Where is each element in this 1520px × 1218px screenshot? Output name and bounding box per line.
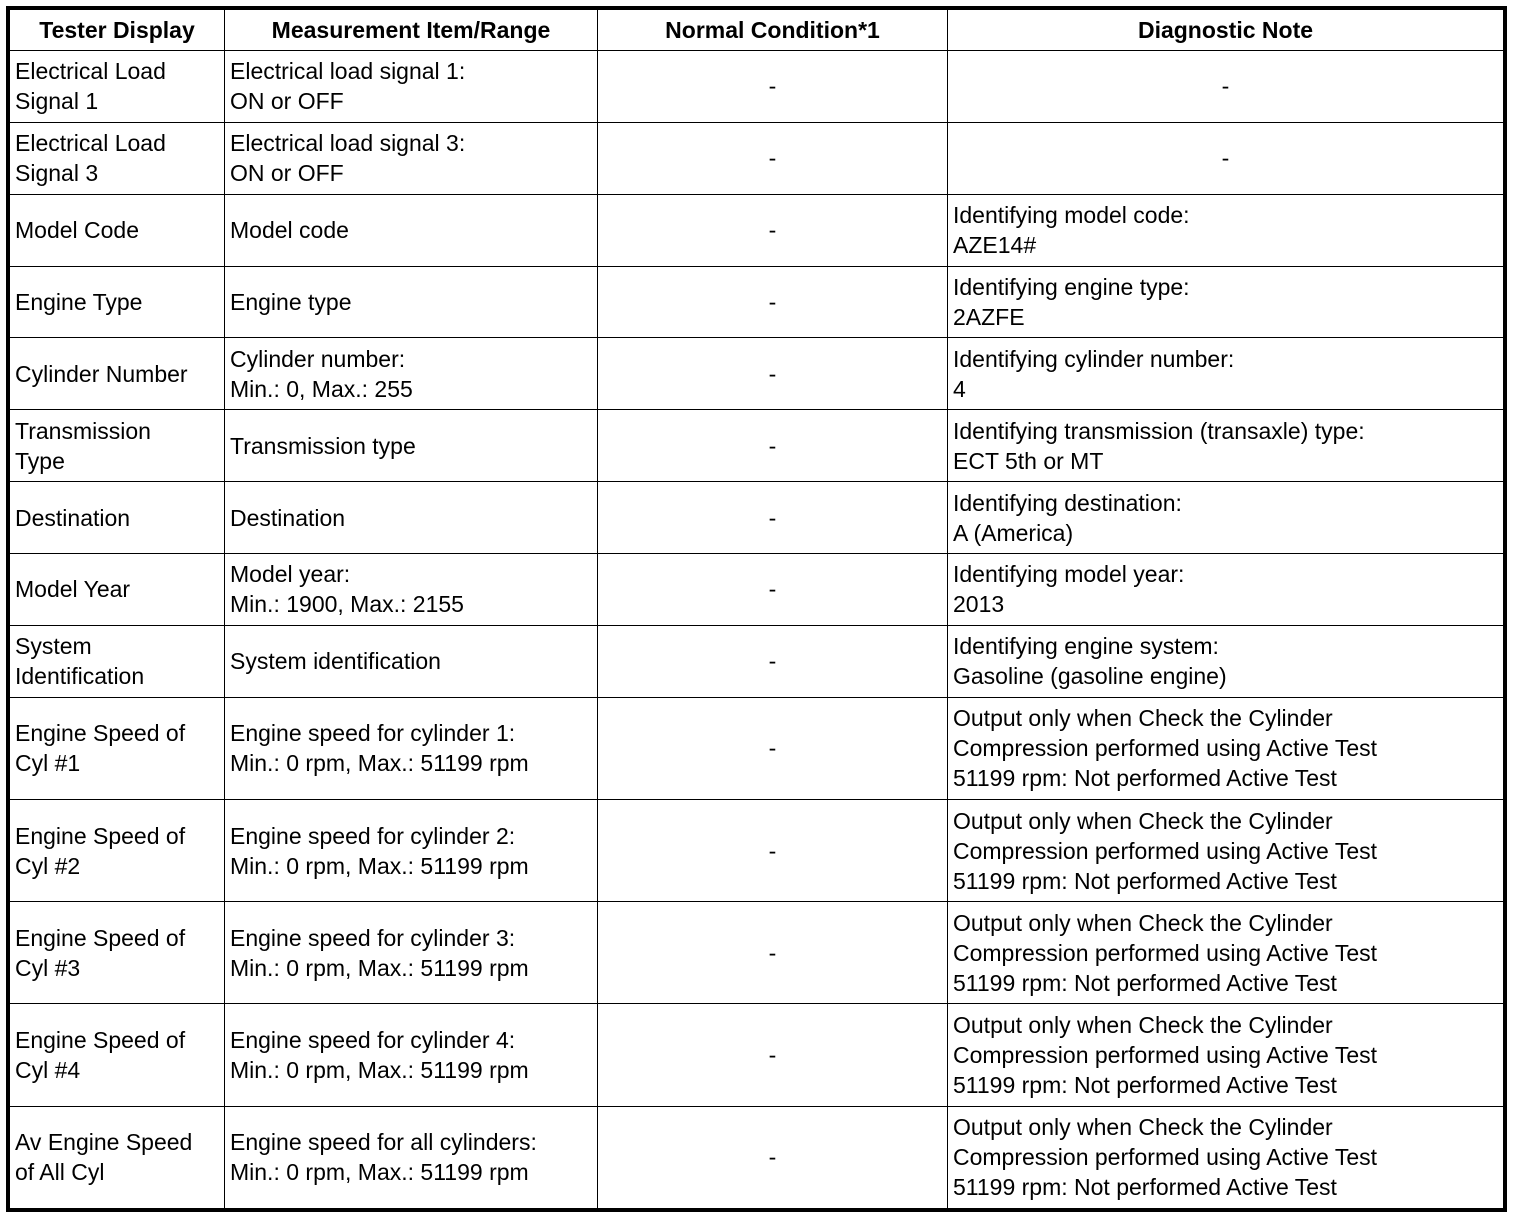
cell-measurement-item: System identification bbox=[225, 625, 598, 697]
cell-tester-display: System Identification bbox=[10, 625, 225, 697]
cell-normal-condition: - bbox=[598, 902, 948, 1004]
cell-tester-display: Engine Type bbox=[10, 266, 225, 338]
table-row bbox=[10, 266, 1504, 338]
cell-measurement-item: Engine speed for cylinder 2: Min.: 0 rpm, Max.: 51199 rpm bbox=[225, 799, 598, 901]
cell-diagnostic-note: Identifying engine type: 2AZFE bbox=[948, 266, 1504, 338]
cell-tester-display: Av Engine Speed of All Cyl bbox=[10, 1106, 225, 1208]
cell-diagnostic-note: Output only when Check the Cylinder Compression performed using Active Test 51199 rpm: Not performed Active Test bbox=[948, 799, 1504, 901]
cell-measurement-item: Engine type bbox=[225, 266, 598, 338]
cell-diagnostic-note: Identifying model code: AZE14# bbox=[948, 194, 1504, 266]
cell-tester-display: Engine Speed of Cyl #4 bbox=[10, 1004, 225, 1106]
cell-normal-condition: - bbox=[598, 1106, 948, 1208]
cell-tester-display: Model Code bbox=[10, 194, 225, 266]
header-normal-condition: Normal Condition*1 bbox=[598, 10, 948, 51]
cell-normal-condition: - bbox=[598, 1004, 948, 1106]
cell-normal-condition: - bbox=[598, 625, 948, 697]
cell-measurement-item: Engine speed for all cylinders: Min.: 0 rpm, Max.: 51199 rpm bbox=[225, 1106, 598, 1208]
cell-tester-display: Engine Speed of Cyl #1 bbox=[10, 697, 225, 799]
cell-diagnostic-note: Identifying transmission (transaxle) type: ECT 5th or MT bbox=[948, 410, 1504, 482]
cell-tester-display: Transmission Type bbox=[10, 410, 225, 482]
cell-diagnostic-note: - bbox=[948, 51, 1504, 123]
table-header-row bbox=[10, 10, 1504, 51]
cell-diagnostic-note: Identifying model year: 2013 bbox=[948, 554, 1504, 626]
cell-normal-condition: - bbox=[598, 266, 948, 338]
cell-tester-display: Model Year bbox=[10, 554, 225, 626]
cell-diagnostic-note: Identifying destination: A (America) bbox=[948, 482, 1504, 554]
cell-diagnostic-note: Output only when Check the Cylinder Compression performed using Active Test 51199 rpm: Not performed Active Test bbox=[948, 1004, 1504, 1106]
data-list-table-container bbox=[6, 6, 1507, 1212]
cell-normal-condition: - bbox=[598, 482, 948, 554]
table-row bbox=[10, 482, 1504, 554]
data-list-table bbox=[9, 9, 1504, 1209]
header-tester-display: Tester Display bbox=[10, 10, 225, 51]
cell-measurement-item: Electrical load signal 3: ON or OFF bbox=[225, 122, 598, 194]
cell-diagnostic-note: Output only when Check the Cylinder Compression performed using Active Test 51199 rpm: Not performed Active Test bbox=[948, 697, 1504, 799]
header-diagnostic-note: Diagnostic Note bbox=[948, 10, 1504, 51]
cell-tester-display: Destination bbox=[10, 482, 225, 554]
cell-measurement-item: Destination bbox=[225, 482, 598, 554]
cell-tester-display: Engine Speed of Cyl #3 bbox=[10, 902, 225, 1004]
cell-measurement-item: Model year: Min.: 1900, Max.: 2155 bbox=[225, 554, 598, 626]
cell-normal-condition: - bbox=[598, 338, 948, 410]
cell-tester-display: Electrical Load Signal 3 bbox=[10, 122, 225, 194]
cell-measurement-item: Cylinder number: Min.: 0, Max.: 255 bbox=[225, 338, 598, 410]
cell-tester-display: Cylinder Number bbox=[10, 338, 225, 410]
cell-measurement-item: Transmission type bbox=[225, 410, 598, 482]
table-row bbox=[10, 799, 1504, 901]
cell-diagnostic-note: Output only when Check the Cylinder Compression performed using Active Test 51199 rpm: Not performed Active Test bbox=[948, 902, 1504, 1004]
cell-tester-display: Engine Speed of Cyl #2 bbox=[10, 799, 225, 901]
cell-measurement-item: Engine speed for cylinder 1: Min.: 0 rpm, Max.: 51199 rpm bbox=[225, 697, 598, 799]
cell-measurement-item: Electrical load signal 1: ON or OFF bbox=[225, 51, 598, 123]
cell-diagnostic-note: Output only when Check the Cylinder Compression performed using Active Test 51199 rpm: Not performed Active Test bbox=[948, 1106, 1504, 1208]
cell-normal-condition: - bbox=[598, 122, 948, 194]
table-row bbox=[10, 902, 1504, 1004]
table-row bbox=[10, 122, 1504, 194]
table-row bbox=[10, 1106, 1504, 1208]
cell-tester-display: Electrical Load Signal 1 bbox=[10, 51, 225, 123]
table-row bbox=[10, 554, 1504, 626]
table-row bbox=[10, 51, 1504, 123]
cell-diagnostic-note: Identifying engine system: Gasoline (gasoline engine) bbox=[948, 625, 1504, 697]
table-row bbox=[10, 625, 1504, 697]
table-row bbox=[10, 410, 1504, 482]
cell-normal-condition: - bbox=[598, 410, 948, 482]
cell-diagnostic-note: Identifying cylinder number: 4 bbox=[948, 338, 1504, 410]
table-row bbox=[10, 194, 1504, 266]
cell-measurement-item: Engine speed for cylinder 3: Min.: 0 rpm, Max.: 51199 rpm bbox=[225, 902, 598, 1004]
cell-normal-condition: - bbox=[598, 194, 948, 266]
cell-measurement-item: Model code bbox=[225, 194, 598, 266]
cell-normal-condition: - bbox=[598, 554, 948, 626]
header-measurement-item: Measurement Item/Range bbox=[225, 10, 598, 51]
cell-normal-condition: - bbox=[598, 51, 948, 123]
cell-normal-condition: - bbox=[598, 697, 948, 799]
table-row bbox=[10, 697, 1504, 799]
table-row bbox=[10, 1004, 1504, 1106]
cell-measurement-item: Engine speed for cylinder 4: Min.: 0 rpm, Max.: 51199 rpm bbox=[225, 1004, 598, 1106]
cell-diagnostic-note: - bbox=[948, 122, 1504, 194]
table-row bbox=[10, 338, 1504, 410]
cell-normal-condition: - bbox=[598, 799, 948, 901]
